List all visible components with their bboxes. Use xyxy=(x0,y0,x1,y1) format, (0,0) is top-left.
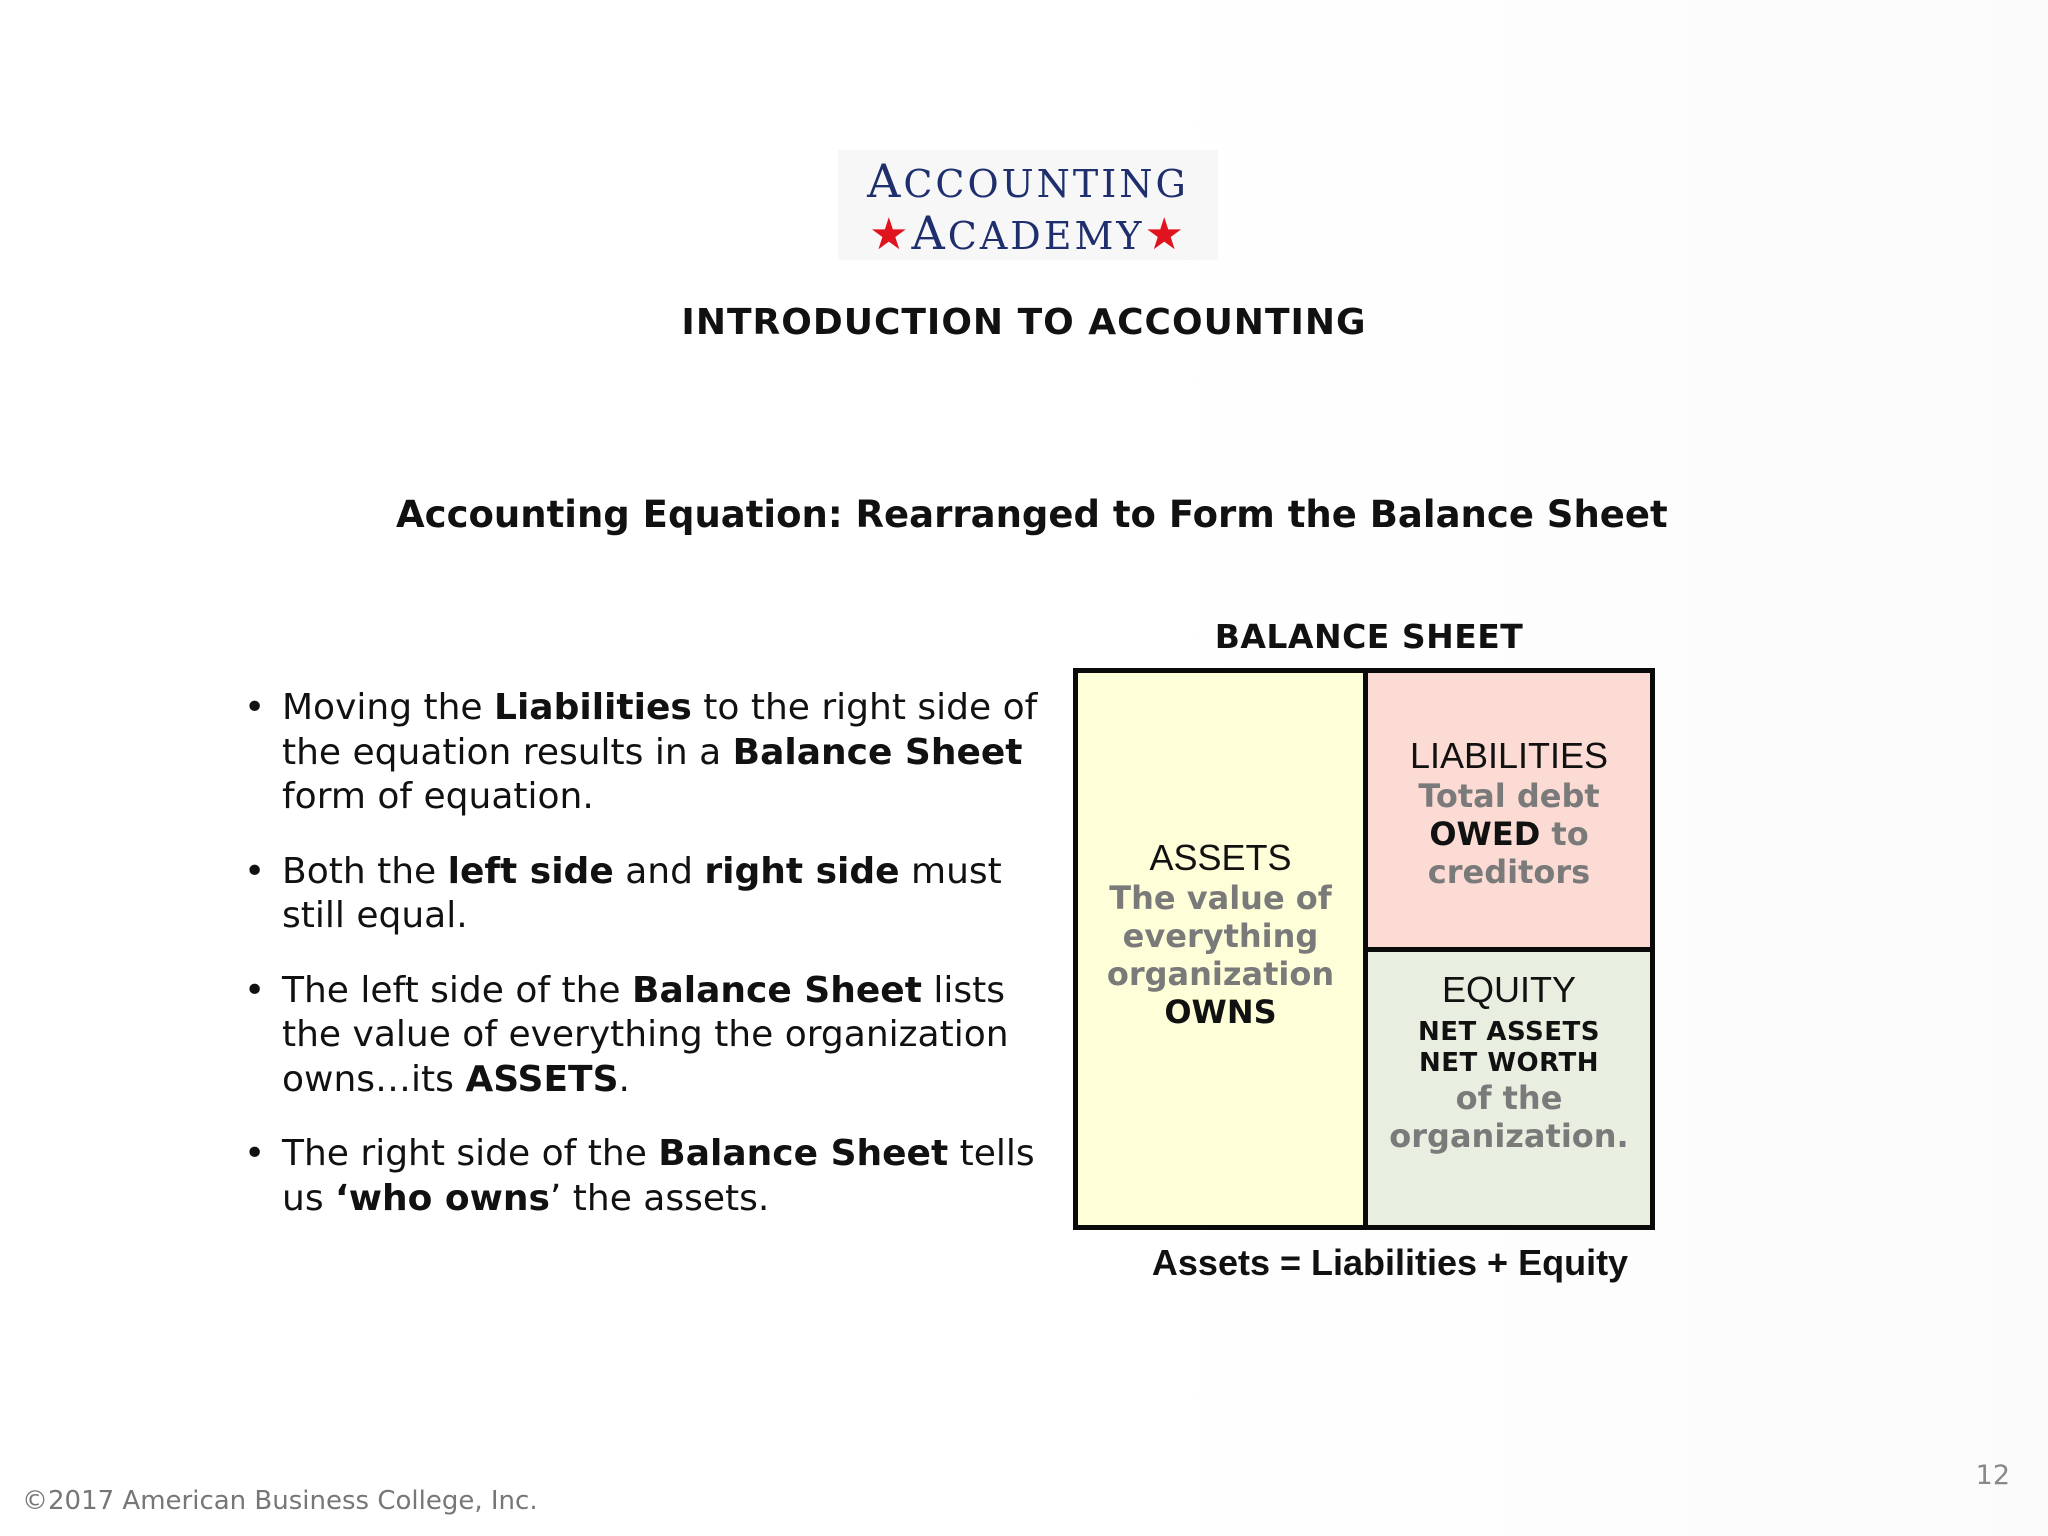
bullet-text: to the right side of the equation results in a xyxy=(282,687,1038,773)
liabilities-cell xyxy=(1368,673,1650,952)
liabilities-line: Total debt xyxy=(1418,777,1600,815)
bullet-item xyxy=(240,1132,1040,1221)
liabilities-to: to xyxy=(1540,815,1589,853)
logo-line-1: ACCOUNTING xyxy=(867,154,1189,208)
bullet-item xyxy=(240,969,1040,1103)
liabilities-heading: LIABILITIES xyxy=(1409,735,1609,776)
balance-sheet-box xyxy=(1073,668,1655,1230)
bullet-text: and xyxy=(613,850,705,892)
star-icon: ★ xyxy=(869,209,912,260)
bullet-text: The left side of the xyxy=(282,969,633,1011)
equity-net-assets: NET ASSETS xyxy=(1418,1017,1600,1047)
assets-heading: ASSETS xyxy=(1149,837,1292,878)
bullet-text: ’ the assets. xyxy=(549,1177,770,1219)
balance-sheet-title: BALANCE SHEET xyxy=(1214,617,1524,656)
bullet-dot-icon: • xyxy=(244,687,266,728)
equity-heading: EQUITY xyxy=(1441,969,1576,1010)
bullet-emphasis: Balance Sheet xyxy=(658,1133,949,1174)
bullet-emphasis: Balance Sheet xyxy=(632,969,922,1011)
bullet-emphasis: Balance Sheet xyxy=(732,731,1023,773)
bullet-emphasis: Liabilities xyxy=(494,687,692,728)
bullet-list xyxy=(240,686,1040,1251)
bullet-emphasis: ASSETS xyxy=(465,1058,619,1100)
accounting-academy-logo xyxy=(838,150,1218,260)
bullet-emphasis: left side xyxy=(447,850,614,892)
assets-desc-line: The value of xyxy=(1109,879,1332,917)
bullet-text: Both the xyxy=(282,850,448,892)
equity-net-worth: NET WORTH xyxy=(1419,1048,1599,1078)
bullet-text: form of equation. xyxy=(282,776,594,817)
bullet-dot-icon: • xyxy=(244,850,266,892)
bullet-text: Moving the xyxy=(282,687,495,728)
bullet-dot-icon: • xyxy=(244,969,266,1011)
accounting-equation: Assets = Liabilities + Equity xyxy=(1151,1242,1629,1283)
slide-subtitle: Accounting Equation: Rearranged to Form the Balance Sheet xyxy=(396,493,1668,536)
bullet-item xyxy=(240,850,1040,939)
bullet-text: The right side of the xyxy=(282,1133,659,1174)
copyright-footer: ©2017 American Business College, Inc. xyxy=(22,1486,538,1516)
bullet-text: tells us xyxy=(282,1133,1035,1219)
bullet-item xyxy=(240,686,1040,820)
assets-desc-line: organization xyxy=(1106,955,1335,993)
equity-line: organization. xyxy=(1389,1117,1629,1155)
bullet-text: lists the value of everything the organization owns…its xyxy=(282,969,1009,1100)
bullet-dot-icon: • xyxy=(244,1133,266,1174)
liabilities-line: creditors xyxy=(1427,853,1591,891)
liabilities-owed-line xyxy=(1368,815,1650,853)
liabilities-owed: OWED xyxy=(1429,815,1541,853)
page-number: 12 xyxy=(1975,1460,2010,1491)
slide-title: INTRODUCTION TO ACCOUNTING xyxy=(681,302,1367,343)
assets-desc-line: everything xyxy=(1122,917,1319,955)
bullet-text: must still equal. xyxy=(282,850,1002,936)
bullet-emphasis: ‘who owns xyxy=(335,1177,550,1219)
assets-cell xyxy=(1078,673,1368,1225)
bullet-emphasis: right side xyxy=(704,850,900,892)
bullet-text: . xyxy=(618,1058,630,1100)
equity-line: of the xyxy=(1455,1079,1563,1117)
logo-line-2: ★ACADEMY★ xyxy=(869,206,1187,260)
star-icon: ★ xyxy=(1144,209,1187,260)
assets-owns: OWNS xyxy=(1164,993,1277,1031)
equity-cell xyxy=(1368,952,1650,1225)
